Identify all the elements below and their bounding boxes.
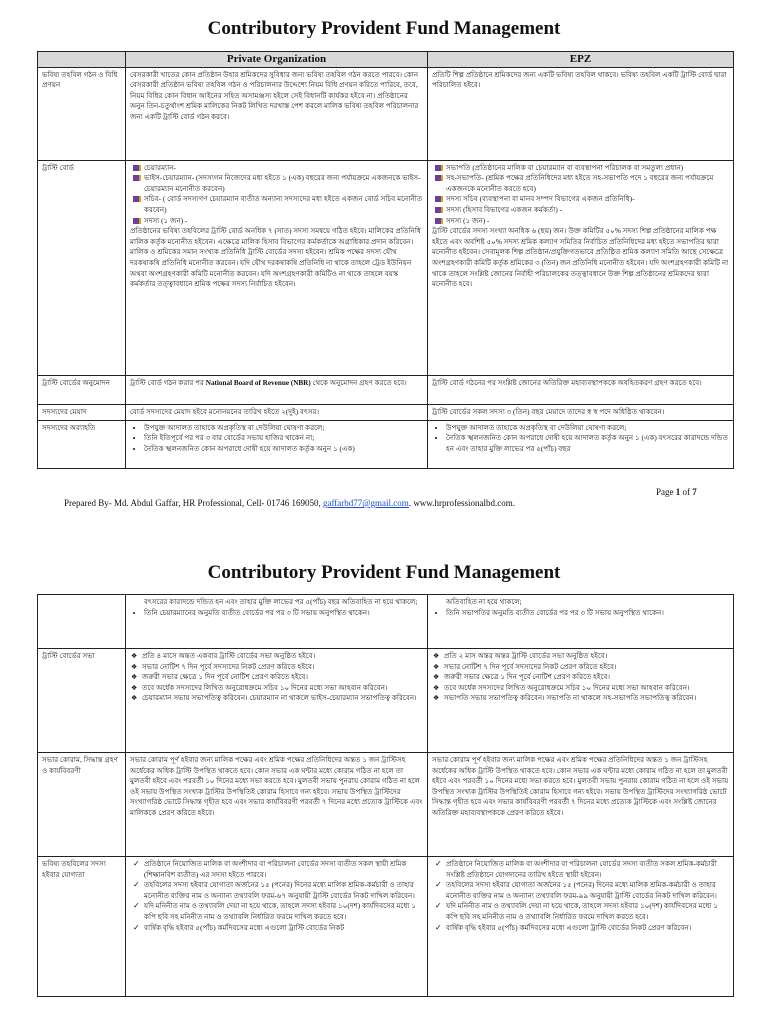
private-cell [126, 420, 428, 468]
row-label [38, 595, 126, 649]
page-of: of [680, 487, 693, 497]
list-item: সদস্য (১ জন) - [144, 216, 423, 227]
private-cell [126, 857, 428, 997]
list-item: ❖ প্রতি ২ মাস অন্তর অন্তর ট্রাস্টি বোর্ডের সভা অনুষ্ঠিত হইবে। [444, 651, 729, 662]
epz-cell: ট্রাস্টি বোর্ড গঠনের পর সংশ্লিষ্ট জোনের অতিরিক্ত মহাব্যবস্থাপককে অবহিতকরণ গ্রহণ করতে হবে। [428, 375, 734, 404]
list-item: ✓ যদি মনিনীত নাম ও তথ্যাবলি দেয়া না হয়ে থাকে, তাহলে সদস্য হইবার ১০(দশ) কার্যদিবসের মধ্যে ১ কপি ছবি সহ মনিনীত নাম ও তথ্যাবলি নির্ধারিত ফরমে দাখিল করতে হবে। [446, 901, 729, 922]
trustee-list [432, 163, 729, 227]
private-cell [126, 649, 428, 753]
header-private: Private Organization [126, 52, 428, 68]
table-row [38, 595, 734, 649]
meeting-list [432, 651, 729, 704]
cont-text: অতিবাহিত না হয়ে থাকলে; [446, 598, 522, 606]
list-item: • তিনি ইতিপূর্বে পর পর ৩ বার বোর্ডের সভায় হাজির থাকেন না; [144, 433, 423, 444]
list-item: ভাইস-চেয়ারম্যান- (সদস্যগন নিজেদের মধ্য হইতে ১ (এক) বছরের জন্য পর্যায়ক্রমে একজনকে ভাইস-চেয়ারম্যান মনোনীত করবেন) [144, 173, 423, 194]
comparison-table [37, 594, 734, 997]
private-cell: সভার কোরাম পূর্ণ হইবার জন্য মালিক পক্ষের এবং শ্রমিক পক্ষের প্রতিনিধিদের অন্তত ১ জন ট্রাস্টিসহ অর্ধেকের অধিক ট্রাস্টি উপস্থিত থাকতে হবে। কোন সভার এক ঘন্টার মধ্যে কোরাম গঠিত না হলে তা মুলতবী হইবে এবং পরবর্তী ১০ দিনের মধ্যে সভা করতে হবে। মুলতবী সভায় পুনরায় কোরাম গঠিত না হলে ওই সভায় উপস্থিত সংখ্যক ট্রাস্টির উপস্থিতিই কোরাম হিসাবে গন্য হইবে। সভায় উপস্থিত ট্রাস্টিদের সংখ্যাগরিষ্ঠ ভোটে সিদ্ধান্ত গৃহীত হবে এবং সভার কার্যবিবরণী পরবর্তী ৭ দিনের মধ্যে প্রত্যেক ট্রাস্টিকে এবং মালিককে প্রেরণ করিতে হইবে। [126, 753, 428, 857]
list-item: সভাপতি (প্রতিষ্ঠানের মালিক বা চেয়ারম্যান বা ব্যবস্থাপনা পরিচালক বা সমতুল্য প্রধান) [446, 163, 729, 174]
row-label: ট্রাস্টি বোর্ড [38, 160, 126, 375]
list-item: ✓ তহবিলের সদস্য হইবার যোগ্যতা অর্জনের ১৫ (পনের) দিনের মধ্যে মালিক শ্রমিক-কর্মচারী ও তাহার মনোনীত ব্যক্তির নাম ও অন্যান্য তথ্যাবলি ফরম-৬৭ অনুযায়ী ট্রাস্টি বোর্ডের নিকট দাখিল করিবেন। [144, 880, 423, 901]
private-cell: বেসরকারী খাতের কোন প্রতিষ্ঠান উহার শ্রমিকদের সুবিধার জন্য ভবিষ্য তহবিল গঠন করতে পারবে। কোন বেসরকারী প্রতিষ্ঠান ভবিষ্য তহবিল গঠন ও পরিচালনার উদ্দেশ্যে নিয়ম বিধি প্রণয়ন করিতে পারিবে, তবে, নিয়ম বিধির কোন বিধান আইনের সহিত অসামঞ্জস্য হইলে সেই বিধানটি কার্যকর হইবে না। প্রতিষ্ঠানের অনুন তিন-চতুর্থাংশ শ্রমিক মালিকের নিকট লিখিত দরখাস্ত পেশ করলে মালিক ভবিষ্য তহবিল পরিচালনার জন্য একটি ট্রাস্টি বোর্ড গঠন করবে। [126, 67, 428, 160]
footer-prefix: Prepared By- Md. Abdul Gaffar, HR Professional, Cell- 01746 169050, [64, 498, 323, 508]
row-label: ট্রাস্টি বোর্ডের অনুমোদন [38, 375, 126, 404]
epz-cell [428, 160, 734, 375]
list-item: ✓ প্রতিষ্ঠানে নিয়োজিত মালিক বা অংশীদার বা পরিচালনা বোর্ডের সদস্য ব্যতীত সকল স্থায়ী শ্রমিক (শিক্ষানবিশ ব্যতীত) এর সদস্য হইতে পারবে। [144, 859, 423, 880]
epz-cell: ট্রাস্টি বোর্ডের সকল সদস্য ৩ (তিন) বছর মেয়াদে তাদের স্ব স্ব পদে অধিষ্ঠিত থাকবেন। [428, 404, 734, 420]
list-item: • নৈতিক স্খলনজনিত কোন অপরাধে দোষী হয়ে আদালত কর্তৃক অনুন ১ (এক) [144, 444, 423, 455]
page-title: Contributory Provident Fund Management [207, 18, 561, 39]
list-item: • উপযুক্ত আদালত তাহাকে অপ্রকৃতিস্থ বা দেউলিয়া ঘোষণা করলে; [446, 423, 729, 434]
list-item: সদস্য (১ জন) - [446, 216, 729, 227]
epz-cell [428, 420, 734, 468]
list-item: ❖ সভার নোটিশ ৭ দিন পূর্বে সদস্যদের নিকট প্রেরণ করিতে হইবে। [444, 662, 729, 673]
comparison-table [37, 51, 734, 469]
list-item: ❖ চেয়ারম্যান সভায় সভাপতিত্ব করিবেন। চেয়ারম্যান না থাকলে ভাইস-চেয়ারম্যান সভাপতিত্ব করিবেন। [142, 693, 423, 704]
list-item: ❖ সভার নোটিশ ৭ দিন পূর্বে সদস্যদের নিকট প্রেরণ করিতে হইবে। [142, 662, 423, 673]
list-item: ❖ প্রতি ৪ মাসে অন্তত একবার ট্রাস্টি বোর্ডের সভা অনুষ্ঠিত হইবে। [142, 651, 423, 662]
page-num: 1 [675, 487, 681, 497]
header-epz: EPZ [428, 52, 734, 68]
row-label: ভবিষ্য তহবিলের সদস্য হইবার যোগ্যতা [38, 857, 126, 997]
approval-post: থেকে অনুমোদন গ্রহণ করতে হবে। [310, 378, 407, 387]
list-item: সচিব- ( বোর্ড সদস্যগণ চেয়ারম্যান ব্যতীত অন্যান্য সদস্যদের মধ্য হইতে একজন বোর্ড সচিব মনোনীত করবেন) [144, 195, 423, 214]
list-item: • তিনি সভাপতির অনুমতি ব্যতীত বোর্ডের পর পর ৩ টি সভায় অনুপস্থিত থাকেন। [446, 608, 729, 619]
cont-list [432, 608, 729, 619]
row-label: সভার কোরাম, সিদ্ধান্ত গ্রহণ ও কার্যবিবরণী [38, 753, 126, 857]
epz-cell: প্রতিটি শিল্প প্রতিষ্ঠানে শ্রমিকদের জন্য একটি ভবিষ্য তহবিল থাকবে। ভবিষ্য তহবিল একটি ট্রাস্টি বোর্ড দ্বারা পরিচালিত হইবে। [428, 67, 734, 160]
list-item: • নৈতিক স্খলনজনিত কোন অপরাধে দোষী হয়ে আদালত কর্তৃক অনুন ১ (এক) বৎসরের কারাদন্ডে দন্ডিত হন এবং তাহার মুক্তি লাভের পর ৫(পাঁচ) বছর [446, 433, 729, 454]
list-item: ❖ তবে অর্ধেক সদস্যদের লিখিত অনুরোধক্রমে সচিব ১০ দিনের মধ্যে সভা আহবান করিবেন। [142, 683, 423, 694]
table-row [38, 160, 734, 375]
private-cell [126, 375, 428, 404]
page-number [656, 487, 697, 497]
row-label: ট্রাস্টি বোর্ডের সভা [38, 649, 126, 753]
table-row [38, 375, 734, 404]
footer [64, 498, 515, 508]
page-prefix: Page [656, 487, 676, 497]
list-item: ✓ প্রতিষ্ঠানে নিয়োজিত মালিক বা অংশীদার বা পরিচালনা বোর্ডের সদস্য ব্যতীত সকল শ্রমিক-কর্মচারী সংশ্লিষ্ট প্রতিষ্ঠানে যোগদানের তারিখ হইতে স্থায়ী হইবেন। [446, 859, 729, 880]
epz-cell: সভার কোরাম পূর্ণ হইবার জন্য মালিক পক্ষের এবং শ্রমিক পক্ষের প্রতিনিধিদের অন্তত ১ জন ট্রাস্টিসহ অর্ধেকের অধিক ট্রাস্টি উপস্থিত থাকতে হবে। কোন সভার এক ঘন্টার মধ্যে কোরাম গঠিত না হলে তা মুলতবী হইবে এবং পরবর্তী ১০ দিনের মধ্যে সভা করতে হবে। মুলতবী সভায় পুনরায় কোরাম গঠিত না হলে ওই সভায় উপস্থিত সংখ্যক ট্রাস্টির উপস্থিতিই কোরাম হিসাবে গন্য হইবে। সভায় উপস্থিত ট্রাস্টিদের সংখ্যাগরিষ্ঠ ভোটে সিদ্ধান্ত গৃহীত হবে এবং সভার কার্যবিবরণী পরবর্তী ৭ দিনের মধ্যে প্রত্যেক ট্রাস্টিকে এবং সংশ্লিষ্ট জোনের অতিরিক্ত মহাব্যবস্থাপককে প্রেরণ করিতে হইবে। [428, 753, 734, 857]
list-item: ❖ জরুরী সভার ক্ষেত্রে ১ দিন পূর্বে নোটিশ প্রেরণ করিতে হইবে। [142, 672, 423, 683]
list-item: ✓ যদি মনিনীত নাম ও তথ্যাবলি দেয়া না হয়ে থাকে, তাহলে সদস্য হইবার ১০(দশ) কার্যদিবসের মধ্যে ১ কপি ছবি সহ মনিনীত নাম ও তথ্যাবলি নির্ধারিত ফরমে দাখিল করতে হবে। [144, 901, 423, 922]
list-item: ❖ তবে অর্ধেক সদস্যদের লিখিত অনুরোধক্রমে সচিব ১০ দিনের মধ্যে সভা আহবান করিবেন। [444, 683, 729, 694]
trustee-list [130, 163, 423, 227]
table-row [38, 67, 734, 160]
table-row [38, 857, 734, 997]
epz-cell [428, 857, 734, 997]
header-label [38, 52, 126, 68]
eligibility-list [432, 859, 729, 933]
list-item: ✓ বার্ষিক বৃদ্ধি হইবার ৫(পাঁচ) কর্মদিবসের মধ্যে এগুলো ট্রাস্টি বোর্ডের নিকট প্রেরণ করিবেন। [446, 923, 729, 934]
list-item: ✓ তহবিলের সদস্য হইবার যোগ্যতা অর্জনের ১৫ (পনের) দিনের মধ্যে মালিক শ্রমিক-কর্মচারী ও তাহার মনোনীত ব্যক্তির নাম ও অন্যান্য তথ্যাবলি ফরম-৯৯ অনুযায়ী ট্রাস্টি বোর্ডের নিকট দাখিল করিবেন। [446, 880, 729, 901]
row-label: সদস্যদের অব্যাহতি [38, 420, 126, 468]
epz-cell [428, 649, 734, 753]
table-row [38, 420, 734, 468]
cont-text: বৎসরের কারাদন্ডে দন্ডিত হন এবং তাহার মুক্তি লাভের পর ৫(পাঁচ) বছর অতিবাহিত না হয়ে থাকলে; [144, 598, 418, 606]
cont-list [130, 608, 423, 619]
table-header-row [38, 52, 734, 68]
footer-suffix: . www.hrprofessionalbd.com. [408, 498, 515, 508]
email-link[interactable]: gaffarbd77@gmail.com [322, 498, 409, 508]
list-item: সহ-সভাপতি- (শ্রমিক পক্ষের প্রতিনিধিদের মধ্য হইতে সহ-সভাপতি পদে ১ বছরের জন্য পর্যায়ক্রমে একজনকে মনোনীত করতে হবে) [446, 173, 729, 194]
removal-list [432, 423, 729, 455]
list-item: ❖ জরুরী সভার ক্ষেত্রে ১ দিন পূর্বে নোটিশ প্রেরণ করিতে হইবে। [444, 672, 729, 683]
row-label: সদস্যদের মেয়াদ [38, 404, 126, 420]
meeting-list [130, 651, 423, 704]
table-row [38, 404, 734, 420]
list-item: ✓ বার্ষিক বৃদ্ধি হইবার ৫(পাঁচ) কর্মদিবসের মধ্যে এগুলো ট্রাস্টি বোর্ডের নিকট [144, 923, 423, 934]
table-row [38, 753, 734, 857]
list-item: • উপযুক্ত আদালত তাহাকে অপ্রকৃতিস্থ বা দেউলিয়া ঘোষণা করলে; [144, 423, 423, 434]
epz-cell [428, 595, 734, 649]
private-cell: বোর্ড সদস্যদের মেয়াদ হইবে মনোনয়নের তারিখ হইতে ২(দুই) বৎসর। [126, 404, 428, 420]
removal-list [130, 423, 423, 455]
eligibility-list [130, 859, 423, 933]
private-cell [126, 160, 428, 375]
page-total: 7 [692, 487, 697, 497]
trustee-text: প্রতিষ্ঠানের ভবিষ্য তহবিলের ট্রাস্টি বোর্ড অনধিক ৭ (সাত) সদস্য সমন্বয়ে গঠিত হইবে। মালিকের প্রতিনিধি মালিক কর্তৃক মনোনীত হইবেন। এক্ষেত্রে মালিক হিসাব বিভাগের কর্মকর্তাকে অগ্রাধিকার প্রদান করিবেন। মালিক ও শ্রমিকের সমান সংখ্যক প্রতিনিধি ট্রাস্টি বোর্ডের সদস্য হইবেন। শ্রমিক পক্ষের সদস্য যৌথ দরকষাকষি প্রতিনিধি মনোনীত করবেন। যদি যৌথ দরকষাকষি প্রতিনিধি না থাকে তাহলে ট্রেড ইউনিয়ন অথবা অংশগ্রহণকারী কমিটি মনোনীত করবেন। যদি অংশগ্রহণকারী কমিটিও না থাকে তাহলে বয়স্ক কর্মকর্তার তত্ত্বাবধানে শ্রমিক পক্ষের সদস্য নির্বাচিত হইবেন। [130, 227, 421, 289]
trustee-text: ট্রাস্টি বোর্ডের সদস্য সংখ্যা অনধিক ৬ (ছয়) জন। উক্ত কমিটির ৫০% সদস্য শিল্প প্রতিষ্ঠানের মালিক পক্ষ হইতে এবং অবশিষ্ট ৫০% সদস্য শ্রমিক কল্যাণ সমিতির নির্বাচিত প্রতিনিধিদের মধ্য হইতে সভাপতির দ্বারা মনোনীত হইবেন। সেবামূলক শিল্প প্রতিষ্ঠান/প্রযুক্তিগতভাবে প্রতিষ্ঠিত শ্রমিক কল্যাণ সমিতি আছে সেক্ষেত্রে অংশগ্রহণকারী কমিটি কর্তৃক শ্রমিকের ৩ (তিন) জন প্রতিনিধি মনোনীত হইবেন। যদি অংশগ্রহণকারী কমিটি না থাকে তাহলে সংশ্লিষ্ট জোনের নির্বাহী পরিচালকের তত্ত্বাবধানে উক্ত শিল্প প্রতিষ্ঠানের শ্রমিকদের দ্বারা মনোনীত হবে। [432, 227, 729, 289]
list-item: ❖ সভাপতি সভায় সভাপতিত্ব করিবেন। সভাপতি না থাকলে সহ-সভাপতি সভাপতিত্ব করিবেন। [444, 693, 729, 704]
list-item: সদস্য (হিসাব বিভাগের একজন কর্মকর্তা) - [446, 205, 729, 216]
approval-pre: ট্রাস্টি বোর্ড গঠন করার পর [130, 378, 206, 387]
list-item: চেয়ারম্যান- [144, 163, 423, 174]
page-2 [0, 512, 768, 1024]
table-row [38, 649, 734, 753]
private-cell [126, 595, 428, 649]
list-item: • তিনি চেয়ারম্যানের অনুমতি ব্যতীত বোর্ডের পর পর ৩ টি সভায় অনুপস্থিত থাকেন। [144, 608, 423, 619]
list-item: সদস্য সচিব (ব্যবস্থাপনা বা মানব সম্পদ বিভাগের একজন প্রতিনিধি)- [446, 194, 729, 205]
nbr-name: National Board of Revenue (NBR) [205, 378, 311, 387]
row-label: ভবিষ্য তহবিল গঠন ও বিধি প্রণয়ন [38, 67, 126, 160]
page-title: Contributory Provident Fund Management [207, 562, 561, 583]
